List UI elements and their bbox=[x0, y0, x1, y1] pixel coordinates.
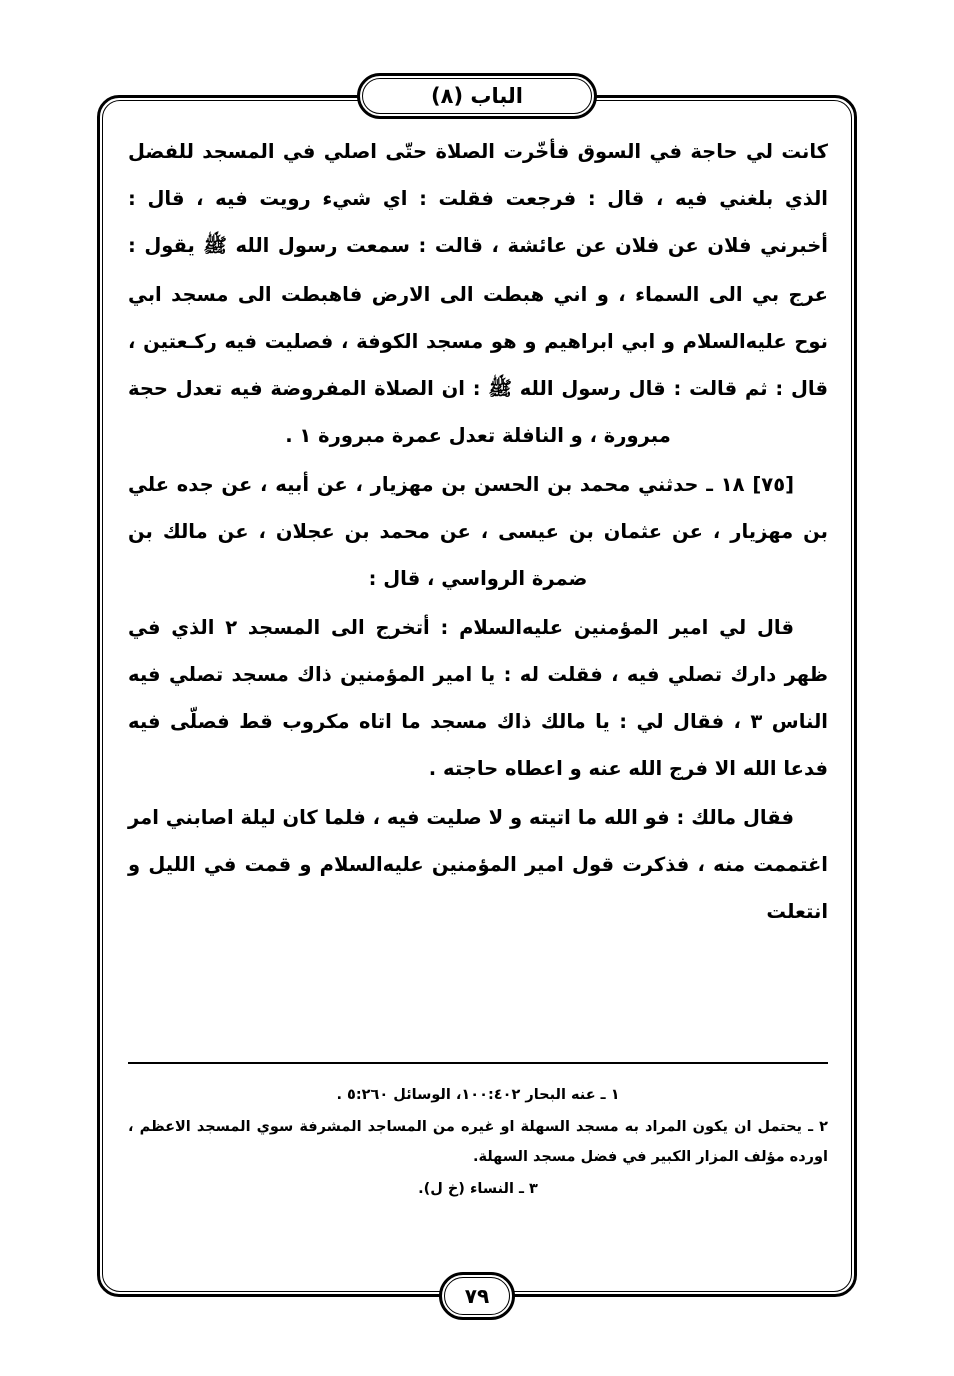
footnote-1-dash: ـ bbox=[600, 1087, 606, 1103]
footnote-list bbox=[128, 1080, 828, 1206]
footnote-3-marker: ٣ bbox=[529, 1181, 538, 1197]
paragraph-3-text: حدثني محمد بن الحسن بن مهزيار ، عن أبيه ، عن جده علي بن مهزيار ، عن عثمان بن عيسى ، عن محمد بن عجلان ، عن مالك بن ضمرة الرواسي ، قال : bbox=[128, 473, 828, 590]
page-number-cartouche bbox=[439, 1272, 515, 1320]
footnote-separator-rule bbox=[128, 1062, 828, 1064]
hadith-number-dash: ـ bbox=[706, 473, 713, 496]
footnote-1 bbox=[128, 1080, 828, 1110]
paragraph-3-hadith-18 bbox=[128, 461, 828, 602]
paragraph-1-text: كانت لي حاجة في السوق فأخّرت الصلاة حتّى اصلي في المسجد للفضل الذي بلغني فيه ، قال : فرجعت فقلت : اي شيء رويت فيه ، قال : أخبرني فلان عن فلان عن عائشة ، قالت : سمعت رسول الله ﷺ يقول : bbox=[128, 140, 828, 257]
paragraph-4-text: قال لي امير المؤمنين عليه‌السلام : أتخرج الى المسجد ٢ الذي في ظهر دارك تصلي فيه ، فقلت له : يا امير المؤمنين ذاك مسجد تصلي فيه الناس ٣ ، فقال لي : يا مالك ذاك مسجد ما اتاه مكروب قط فصلّى فيه فدعا الله الا فرج الله عنه و اعطاه حاجته . bbox=[128, 616, 828, 780]
footnote-3-dash: ـ bbox=[519, 1181, 524, 1197]
footnote-2-text: يحتمل ان يكون المراد به مسجد السهلة او غيره من المساجد المشرفة سوي المسجد الاعظم ، اورده مؤلف المزار الكبير في فضل مسجد السهلة. bbox=[128, 1119, 828, 1165]
footnote-2 bbox=[128, 1112, 828, 1172]
footnote-3 bbox=[128, 1174, 828, 1204]
hadith-bracket-number: [٧٥] bbox=[752, 473, 795, 496]
chapter-header-text: الباب (٨) bbox=[431, 83, 523, 108]
chapter-header-cartouche bbox=[357, 73, 597, 119]
footnote-1-text: عنه البحار ١٠٠:٤٠٢، الوسائل ٥:٢٦٠ . bbox=[336, 1087, 596, 1103]
footnote-3-text: النساء (خ ل). bbox=[418, 1181, 514, 1197]
paragraph-2 bbox=[128, 271, 828, 459]
hadith-serial-number: ١٨ bbox=[720, 473, 745, 496]
paragraph-5-text: فقال مالك : فو الله ما اتيته و لا صليت فيه ، فلما كان ليلة اصابني امر اغتممت منه ، فذكرت قول امير المؤمنين عليه‌السلام و قمت في الليل و انتعلت bbox=[128, 806, 828, 923]
footnote-2-marker: ٢ bbox=[819, 1119, 828, 1135]
paragraph-2-text: عرج بي الى السماء ، و اني هبطت الى الارض فاهبطت الى مسجد ابي نوح عليه‌السلام و ابي ابراهيم و هو مسجد الكوفة ، فصليت فيه ركـعتين ، قال : ثم قالت : قال رسول الله ﷺ : ان الصلاة المفروضة فيه تعدل حجة مبرورة ، و النافلة تعدل عمرة مبرورة ١ . bbox=[128, 283, 828, 447]
paragraph-5 bbox=[128, 794, 828, 935]
footnote-1-marker: ١ bbox=[610, 1087, 620, 1103]
footnote-2-dash: ـ bbox=[808, 1119, 814, 1135]
paragraph-1 bbox=[128, 128, 828, 269]
paragraph-4 bbox=[128, 604, 828, 792]
body-text-block bbox=[128, 128, 828, 935]
page-number-text: ٧٩ bbox=[464, 1284, 490, 1308]
